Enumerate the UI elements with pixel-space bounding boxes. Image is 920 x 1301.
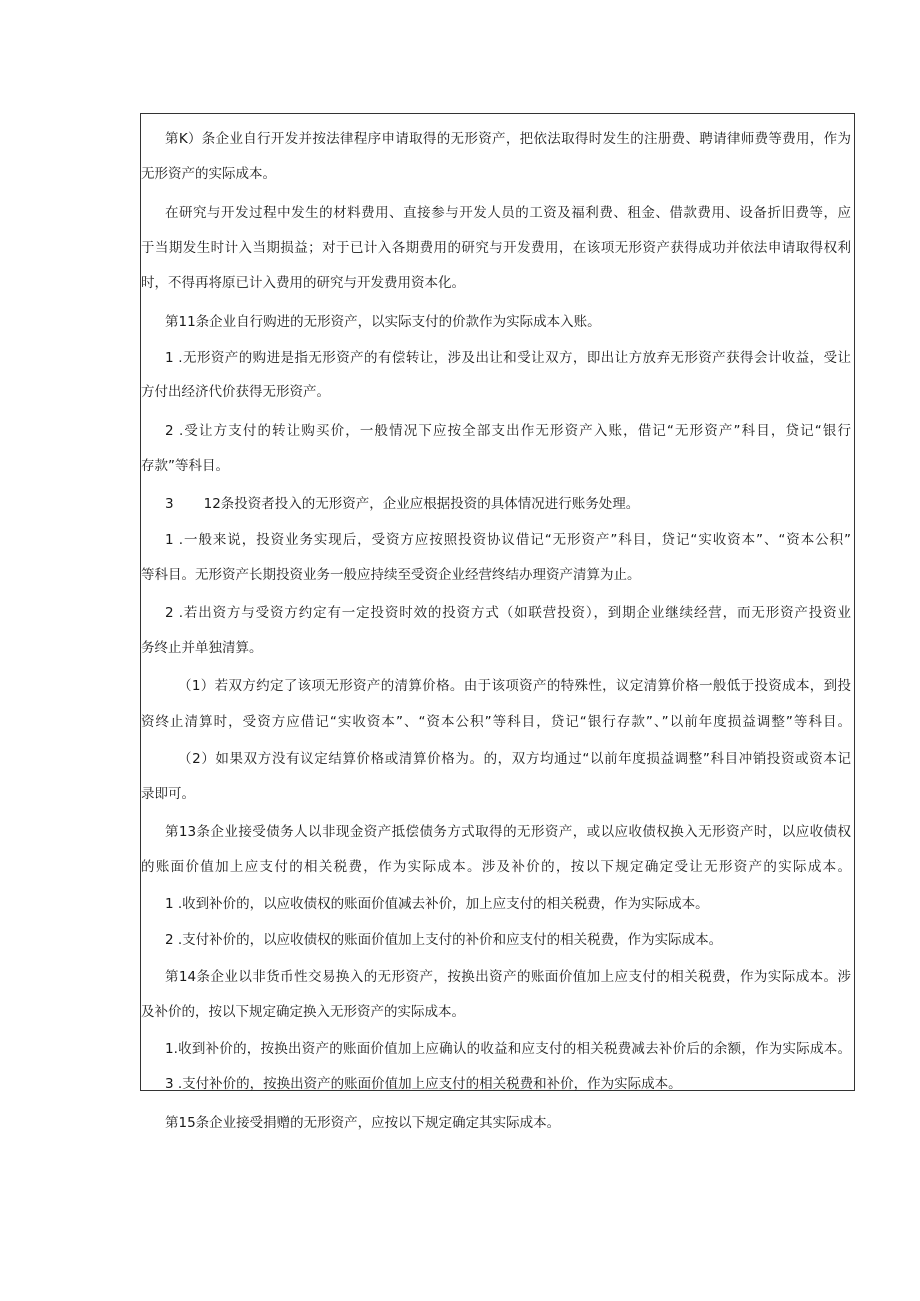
paragraph-line: 录即可。 (141, 786, 195, 802)
paragraph-line: 2 .若出资方与受资方约定有一定投资时效的投资方式（如联营投资），到期企业继续经营，而无形资产投资业 (165, 605, 851, 621)
paragraph-line: 及补价的，按以下规定确定换入无形资产的实际成本。 (141, 1004, 465, 1020)
paragraph-line: 第13条企业接受债务人以非现金资产抵偿债务方式取得的无形资产，或以应收债权换入无形资产时，以应收债权 (165, 824, 851, 840)
paragraph-line: 第15条企业接受捐赠的无形资产，应按以下规定确定其实际成本。 (165, 1115, 561, 1131)
paragraph-line: 时，不得再将原已计入费用的研究与开发费用资本化。 (141, 275, 465, 291)
paragraph-line: 2 .受让方支付的转让购买价，一般情况下应按全部支出作无形资产入账，借记“无形资产”科目，贷记“银行 (165, 423, 851, 439)
paragraph-line: 存款”等科目。 (141, 458, 229, 474)
paragraph-line: 2 .支付补价的，以应收债权的账面价值加上支付的补价和应支付的相关税费，作为实际成本。 (165, 932, 723, 948)
paragraph-line: 1 .无形资产的购进是指无形资产的有偿转让，涉及出让和受让双方，即出让方放弃无形资产获得会计收益，受让 (165, 350, 851, 366)
paragraph-line: 无形资产的实际成本。 (141, 166, 276, 182)
paragraph-line: （2）如果双方没有议定结算价格或清算价格为。的，双方均通过“以前年度损益调整”科目冲销投资或资本记 (178, 751, 851, 767)
paragraph-line: （1）若双方约定了该项无形资产的清算价格。由于该项资产的特殊性，议定清算价格一般低于投资成本，到投 (178, 678, 851, 694)
paragraph-line: 的账面价值加上应支付的相关税费，作为实际成本。涉及补价的，按以下规定确定受让无形资产的实际成本。 (141, 859, 851, 875)
paragraph-line: 第K）条企业自行开发并按法律程序申请取得的无形资产，把依法取得时发生的注册费、聘请律师费等费用，作为 (165, 131, 851, 147)
paragraph-line: 第14条企业以非货币性交易换入的无形资产，按换出资产的账面价值加上应支付的相关税费，作为实际成本。涉 (165, 969, 851, 985)
paragraph-line: 务终止并单独清算。 (141, 640, 263, 656)
paragraph-line: 1 .一般来说，投资业务实现后，受资方应按照投资协议借记“无形资产”科目，贷记“实收资本”、“资本公积” (165, 532, 851, 548)
paragraph-line: 第11条企业自行购进的无形资产，以实际支付的价款作为实际成本入账。 (165, 314, 601, 330)
paragraph-line: 等科目。无形资产长期投资业务一般应持续至受资企业经营终结办理资产清算为止。 (141, 567, 641, 583)
paragraph-line: 于当期发生时计入当期损益；对于已计入各期费用的研究与开发费用，在该项无形资产获得成功并依法申请取得权利 (141, 240, 851, 256)
paragraph-line: 1.收到补价的，按换出资产的账面价值加上应确认的收益和应支付的相关税费减去补价后的余额，作为实际成本。 (165, 1041, 851, 1057)
paragraph-line: 资终止清算时，受资方应借记“实收资本”、“资本公积”等科目，贷记“银行存款”、”以前年度损益调整”等科目。 (141, 714, 851, 730)
paragraph-line: 在研究与开发过程中发生的材料费用、直接参与开发人员的工资及福利费、租金、借款费用、设备折旧费等，应 (165, 205, 851, 221)
paragraph-line: 1 .收到补价的，以应收债权的账面价值减去补价，加上应支付的相关税费，作为实际成本。 (165, 896, 709, 912)
paragraph-line: 方付出经济代价获得无形资产。 (141, 384, 330, 400)
paragraph-line: 3 12条投资者投入的无形资产，企业应根据投资的具体情况进行账务处理。 (165, 496, 640, 512)
paragraph-line: 3 .支付补价的，按换出资产的账面价值加上应支付的相关税费和补价，作为实际成本。 (165, 1076, 682, 1092)
